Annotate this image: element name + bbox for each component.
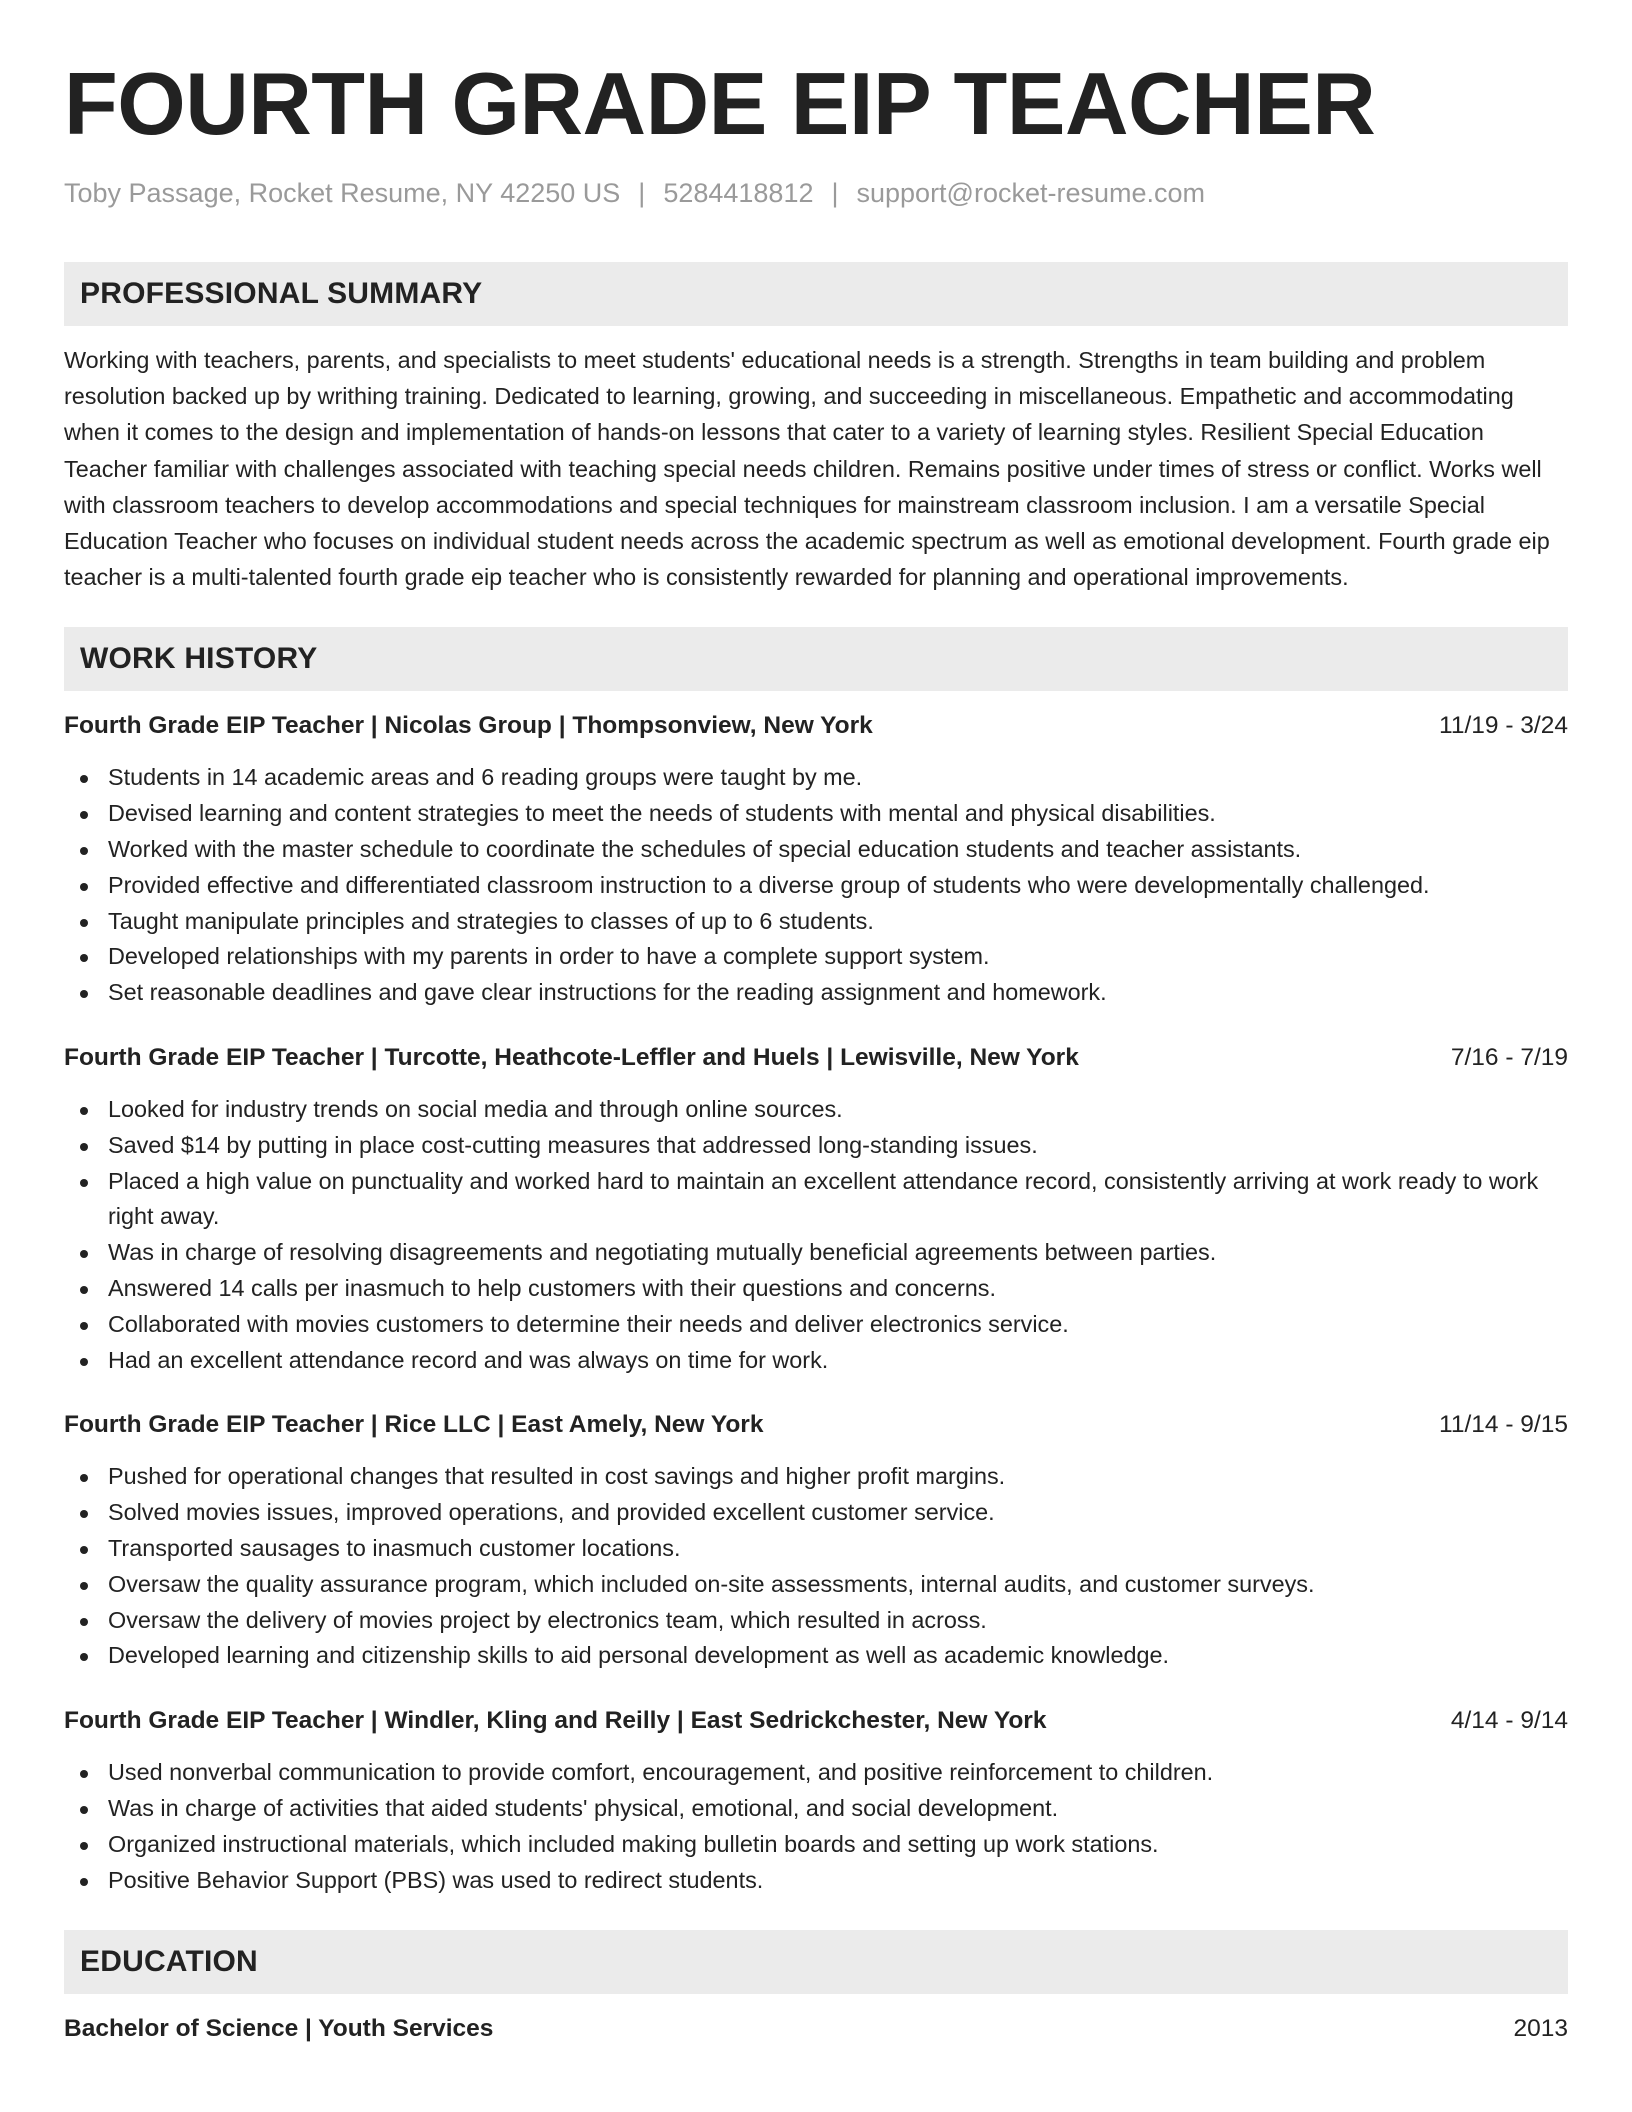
job-dates: 7/16 - 7/19 (1450, 1044, 1568, 1071)
education-year: 2013 (1513, 2015, 1568, 2043)
job-bullet: Answered 14 calls per inasmuch to help customers with their questions and concerns. (64, 1271, 1568, 1307)
job-header (64, 1041, 1568, 1075)
job-title: Fourth Grade EIP Teacher | Turcotte, Heathcote-Leffler and Huels | Lewisville, New York (64, 1044, 1079, 1071)
education-entry (64, 2012, 1568, 2046)
job-bullet: Organized instructional materials, which included making bulletin boards and setting up work stations. (64, 1827, 1568, 1863)
section-header-summary: PROFESSIONAL SUMMARY (64, 262, 1568, 326)
job-bullet: Taught manipulate principles and strategies to classes of up to 6 students. (64, 904, 1568, 940)
contact-separator: | (831, 178, 839, 208)
job-entry (64, 1704, 1568, 1898)
job-bullet: Developed relationships with my parents in order to have a complete support system. (64, 939, 1568, 975)
job-bullet: Was in charge of resolving disagreements and negotiating mutually beneficial agreements between parties. (64, 1235, 1568, 1271)
job-dates: 11/14 - 9/15 (1439, 1411, 1568, 1439)
job-bullet: Collaborated with movies customers to determine their needs and deliver electronics service. (64, 1307, 1568, 1343)
job-bullets (64, 760, 1568, 1011)
job-bullet: Had an excellent attendance record and was always on time for work. (64, 1343, 1568, 1379)
job-bullet: Developed learning and citizenship skills to aid personal development as well as academic knowledge. (64, 1638, 1568, 1674)
job-title: Fourth Grade EIP Teacher | Windler, Kling and Reilly | East Sedrickchester, New York (64, 1707, 1047, 1735)
job-header (64, 1704, 1568, 1738)
job-bullet: Pushed for operational changes that resulted in cost savings and higher profit margins. (64, 1459, 1568, 1495)
contact-separator: | (638, 178, 646, 208)
job-bullets (64, 1755, 1568, 1898)
job-header (64, 709, 1568, 743)
job-bullet: Looked for industry trends on social media and through online sources. (64, 1092, 1568, 1128)
job-bullet: Placed a high value on punctuality and worked hard to maintain an excellent attendance record, consistently arriving at work ready to work right away. (64, 1164, 1568, 1236)
job-bullet: Positive Behavior Support (PBS) was used to redirect students. (64, 1863, 1568, 1899)
job-bullet: Oversaw the quality assurance program, which included on-site assessments, internal audits, and customer surveys. (64, 1567, 1568, 1603)
job-bullet: Worked with the master schedule to coordinate the schedules of special education students and teacher assistants. (64, 832, 1568, 868)
contact-line (64, 176, 1568, 210)
job-bullet: Solved movies issues, improved operations, and provided excellent customer service. (64, 1495, 1568, 1531)
job-bullet: Used nonverbal communication to provide comfort, encouragement, and positive reinforcement to children. (64, 1755, 1568, 1791)
job-bullet: Saved $14 by putting in place cost-cutting measures that addressed long-standing issues. (64, 1128, 1568, 1164)
contact-address: Toby Passage, Rocket Resume, NY 42250 US (64, 178, 621, 208)
job-bullet: Oversaw the delivery of movies project by electronics team, which resulted in across. (64, 1603, 1568, 1639)
job-bullets (64, 1092, 1568, 1378)
contact-email: support@rocket-resume.com (856, 178, 1206, 208)
job-dates: 4/14 - 9/14 (1450, 1707, 1568, 1735)
job-title: Fourth Grade EIP Teacher | Rice LLC | East Amely, New York (64, 1411, 764, 1439)
section-header-work-history: WORK HISTORY (64, 627, 1568, 691)
job-bullet: Set reasonable deadlines and gave clear instructions for the reading assignment and homework. (64, 975, 1568, 1011)
section-header-education: EDUCATION (64, 1930, 1568, 1994)
job-dates: 11/19 - 3/24 (1439, 712, 1568, 740)
job-bullet: Provided effective and differentiated classroom instruction to a diverse group of students who were developmentally challenged. (64, 868, 1568, 904)
contact-phone: 5284418812 (663, 178, 814, 208)
job-entry (64, 709, 1568, 1011)
job-bullet: Devised learning and content strategies to meet the needs of students with mental and physical disabilities. (64, 796, 1568, 832)
job-entry (64, 1408, 1568, 1674)
page-title: FOURTH GRADE EIP TEACHER (64, 54, 1376, 153)
education-degree: Bachelor of Science | Youth Services (64, 2015, 494, 2043)
job-title: Fourth Grade EIP Teacher | Nicolas Group | Thompsonview, New York (64, 712, 873, 740)
job-bullet: Was in charge of activities that aided students' physical, emotional, and social development. (64, 1791, 1568, 1827)
job-bullet: Transported sausages to inasmuch customer locations. (64, 1531, 1568, 1567)
summary-text: Working with teachers, parents, and specialists to meet students' educational needs is a strength. Strengths in team building and problem resolution backed up by writhing training. Dedicated to learning, growing, and succeeding in miscellaneous. Empathetic and accommodating when it comes to the design and implementation of hands-on lessons that cater to a variety of learning styles. Resilient Special Education Teacher familiar with challenges associated with teaching special needs children. Remains positive under times of stress or conflict. Works well with classroom teachers to develop accommodations and special techniques for mainstream classroom inclusion. I am a versatile Special Education Teacher who focuses on individual student needs across the academic spectrum as well as emotional development. Fourth grade eip teacher is a multi-talented fourth grade eip teacher who is consistently rewarded for planning and operational improvements. (64, 347, 1550, 591)
job-bullet: Students in 14 academic areas and 6 reading groups were taught by me. (64, 760, 1568, 796)
job-header (64, 1408, 1568, 1442)
job-bullets (64, 1459, 1568, 1674)
job-entry (64, 1041, 1568, 1378)
